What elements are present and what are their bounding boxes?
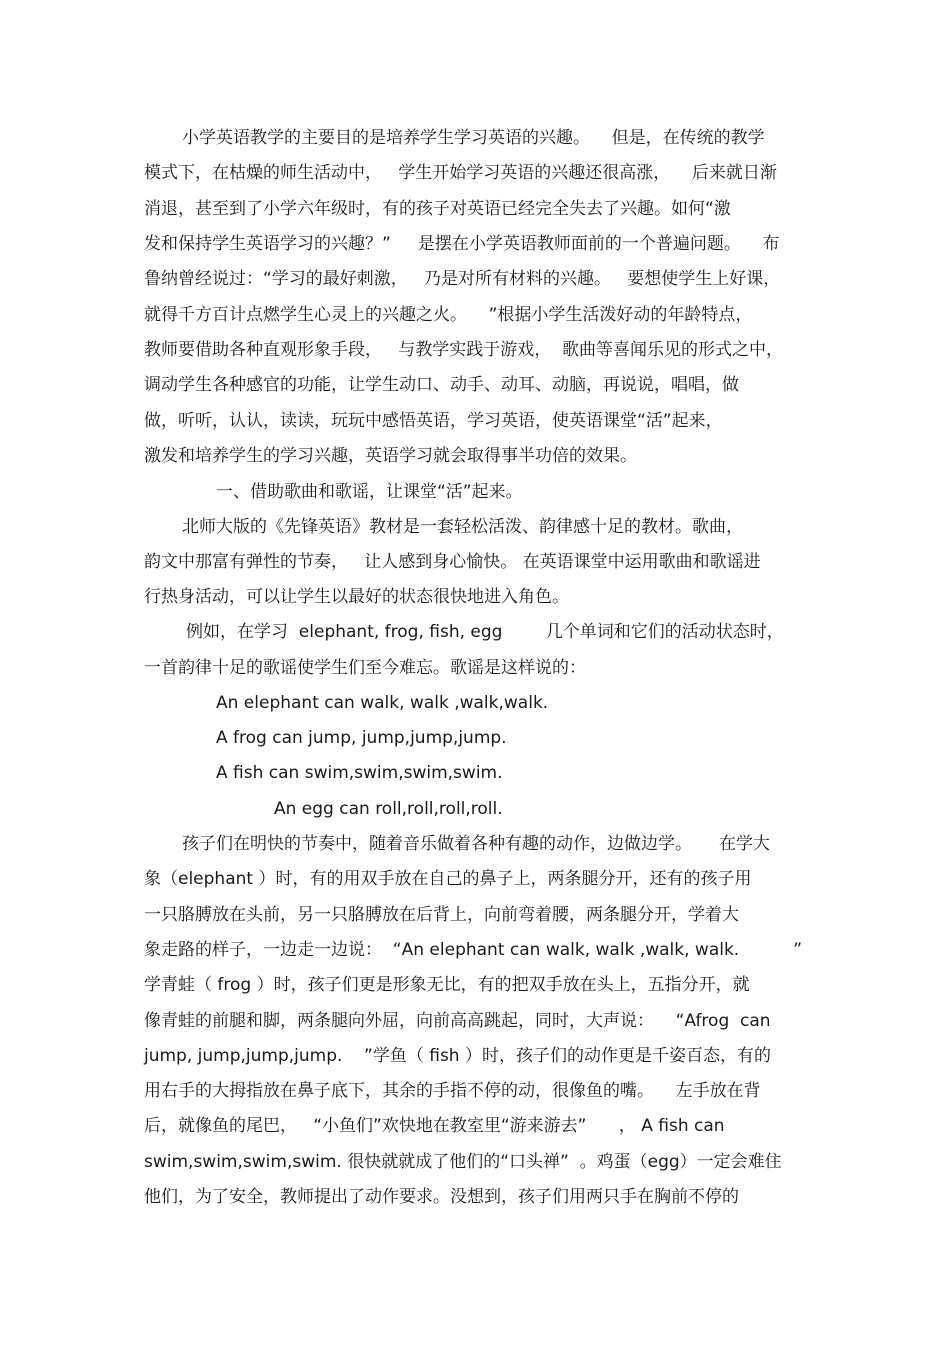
text-line: 一首韵律十足的歌谣使学生们至今难忘。歌谣是这样说的： [144,658,586,678]
text-line: 教师要借助各种直观形象手段， 与教学实践于游戏， 歌曲等喜闻乐见的形式之中， [144,340,784,360]
text-line: 行热身活动，可以让学生以最好的状态很快地进入角色。 [144,587,569,607]
section-heading: 一、借助歌曲和歌谣，让课堂“活”起来。 [216,482,523,502]
rhyme-line: An egg can roll,roll,roll,roll. [274,799,503,819]
rhyme-line: An elephant can walk, walk ,walk,walk. [216,693,549,713]
text-line: 消退，甚至到了小学六年级时，有的孩子对英语已经完全失去了兴趣。如何“激 [144,199,731,219]
text-line: 例如，在学习 elephant, frog, fish, egg 几个单词和它们的活动状态时， [186,622,784,642]
text-line: 象走路的样子，一边走一边说： “An elephant can walk, walk ,walk, walk. ” [144,940,803,960]
text-line: 激发和培养学生的学习兴趣，英语学习就会取得事半功倍的效果。 [144,446,637,466]
text-line: swim,swim,swim,swim. 很快就就成了他们的“口头禅” 。鸡蛋（egg）一定会难住 [144,1152,782,1172]
text-line: 后，就像鱼的尾巴， “小鱼们”欢快地在教室里“游来游去” ， A fish can [144,1116,725,1136]
text-line: 孩子们在明快的节奏中，随着音乐做着各种有趣的动作，边做边学。 在学大 [182,834,771,854]
text-line: 调动学生各种感官的功能，让学生动口、动手、动耳、动脑，再说说，唱唱，做 [144,375,739,395]
text-line: 模式下，在枯燥的师生活动中， 学生开始学习英语的兴趣还很高涨， 后来就日渐 [144,163,777,183]
text-line: 学青蛙（ frog ）时，孩子们更是形象无比，有的把双手放在头上，五指分开，就 [144,975,750,995]
text-line: 北师大版的《先锋英语》教材是一套轻松活泼、韵律感十足的教材。歌曲， [182,517,743,537]
text-line: 做，听听，认认，读读，玩玩中感悟英语，学习英语，使英语课堂“活”起来， [144,411,723,431]
text-line: 一只胳膊放在头前，另一只胳膊放在后背上，向前弯着腰，两条腿分开，学着大 [144,905,739,925]
text-line: 像青蛙的前腿和脚，两条腿向外屈，向前高高跳起，同时，大声说： “Afrog can [144,1011,771,1031]
text-line: 小学英语教学的主要目的是培养学生学习英语的兴趣。 但是，在传统的教学 [182,128,765,148]
text-line: jump, jump,jump,jump. ”学鱼（ fish ）时，孩子们的动作更是千姿百态，有的 [144,1046,771,1066]
text-line: 象（elephant ）时，有的用双手放在自己的鼻子上，两条腿分开，还有的孩子用 [144,869,752,889]
rhyme-line: A frog can jump, jump,jump,jump. [216,728,507,748]
text-line: 就得千方百计点燃学生心灵上的兴趣之火。 ”根据小学生活泼好动的年龄特点， [144,305,753,325]
text-line: 鲁纳曾经说过：“学习的最好刺激， 乃是对所有材料的兴趣。 要想使学生上好课， [144,269,781,289]
text-line: 发和保持学生英语学习的兴趣？” 是摆在小学英语教师面前的一个普遍问题。 布 [144,234,780,254]
text-line: 他们，为了安全，教师提出了动作要求。没想到，孩子们用两只手在胸前不停的 [144,1187,739,1207]
text-line: 用右手的大拇指放在鼻子底下，其余的手指不停的动，很像鱼的嘴。 左手放在背 [144,1081,761,1101]
rhyme-line: A fish can swim,swim,swim,swim. [216,763,503,783]
text-line: 韵文中那富有弹性的节奏， 让人感到身心愉快。 在英语课堂中运用歌曲和歌谣进 [144,552,761,572]
